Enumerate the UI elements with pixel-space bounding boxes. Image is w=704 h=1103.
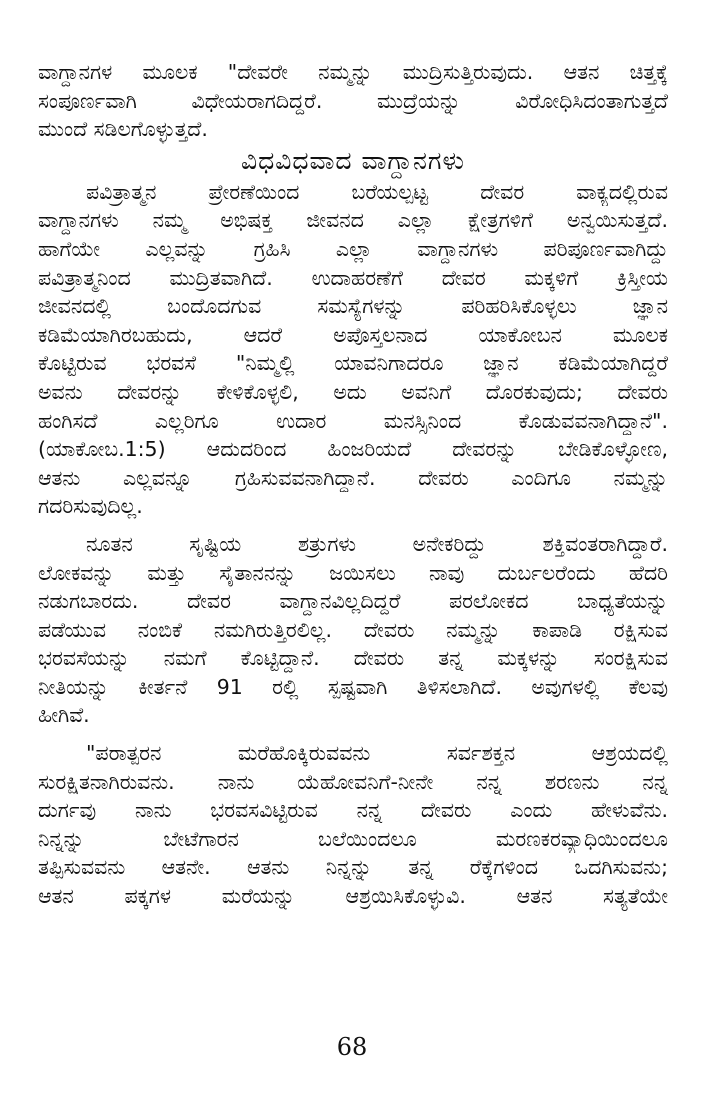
text-line: ನಡುಗಬಾರದು. ದೇವರ ವಾಗ್ದಾನವಿಲ್ಲದಿದ್ದರೆ ಪರಲೋಕದ ಬಾಧ್ಯತೆಯನ್ನು bbox=[38, 589, 668, 614]
text-line: ಪವಿತ್ರಾತ್ಮನಿಂದ ಮುದ್ರಿತವಾಗಿದೆ. ಉದಾಹರಣೆಗೆ ದೇವರ ಮಕ್ಕಳಿಗೆ ಕ್ರಿಸ್ತೀಯ bbox=[38, 265, 668, 290]
text-line: ದುರ್ಗವು ನಾನು ಭರವಸವಿಟ್ಟಿರುವ ನನ್ನ ದೇವರು ಎಂದು ಹೇಳುವೆನು. bbox=[38, 798, 668, 823]
text-line: ಗದರಿಸುವುದಿಲ್ಲ. bbox=[38, 494, 143, 519]
text-line: ಹಾಗೆಯೇ ಎಲ್ಲವನ್ನು ಗ್ರಹಿಸಿ ಎಲ್ಲಾ ವಾಗ್ದಾನಗಳು ಪರಿಪೂರ್ಣವಾಗಿದ್ದು bbox=[38, 236, 668, 261]
text-line: ಸಂಪೂರ್ಣವಾಗಿ ವಿಧೇಯರಾಗದಿದ್ದರೆ. ಮುದ್ರೆಯನ್ನು ವಿರೋಧಿಸಿದಂತಾಗುತ್ತದೆ bbox=[38, 88, 668, 113]
text-line: ನೀತಿಯನ್ನು ಕೀರ್ತನೆ 91 ರಲ್ಲಿ ಸ್ಪಷ್ಟವಾಗಿ ತಿಳಿಸಲಾಗಿದೆ. ಅವುಗಳಲ್ಲಿ ಕೆಲವು bbox=[38, 674, 668, 699]
paragraph-continued bbox=[38, 58, 668, 144]
paragraph-promises bbox=[38, 178, 668, 521]
text-line: ಜೀವನದಲ್ಲಿ ಬಂದೊದಗುವ ಸಮಸ್ಯೆಗಳನ್ನು ಪರಿಹರಿಸಿಕೊಳ್ಳಲು ಜ್ಞಾನ bbox=[38, 294, 668, 319]
text-line: ಸುರಕ್ಷಿತನಾಗಿರುವನು. ನಾನು ಯೆಹೋವನಿಗೆ-ನೀನೇ ನನ್ನ ಶರಣನು ನನ್ನ bbox=[38, 769, 668, 794]
paragraph-psalm-quote bbox=[38, 739, 668, 911]
section-heading: ವಿಧವಿಧವಾದ ವಾಗ್ದಾನಗಳು bbox=[241, 145, 465, 175]
paragraph-spacer bbox=[38, 521, 668, 530]
text-line: ಲೋಕವನ್ನು ಮತ್ತು ಸೈತಾನನನ್ನು ಜಯಿಸಲು ನಾವು ದುರ್ಬಲರೆಂದು ಹೆದರಿ bbox=[38, 560, 668, 585]
text-line: ಆತನ ಪಕ್ಕಗಳ ಮರೆಯನ್ನು ಆಶ್ರಯಿಸಿಕೊಳ್ಳುವಿ. ಆತನ ಸತ್ಯತೆಯೇ bbox=[38, 884, 668, 909]
text-line: (ಯಾಕೋಬ.1:5) ಆದುದರಿಂದ ಹಿಂಜರಿಯದೆ ದೇವರನ್ನು ಬೇಡಿಕೊಳ್ಳೋಣ, bbox=[38, 437, 668, 462]
text-line: ತಪ್ಪಿಸುವವನು ಆತನೇ. ಆತನು ನಿನ್ನನ್ನು ತನ್ನ ರೆಕ್ಕೆಗಳಿಂದ ಒದಗಿಸುವನು; bbox=[38, 855, 668, 880]
text-line: ನಿನ್ನನ್ನು ಬೇಟೆಗಾರನ ಬಲೆಯಿಂದಲೂ ಮರಣಕರವ್ಯಾಧಿಯಿಂದಲೂ bbox=[38, 826, 668, 851]
text-line: ಭರವಸೆಯನ್ನು ನಮಗೆ ಕೊಟ್ಟಿದ್ದಾನೆ. ದೇವರು ತನ್ನ ಮಕ್ಕಳನ್ನು ಸಂರಕ್ಷಿಸುವ bbox=[38, 646, 668, 671]
text-line: ಕಡಿಮೆಯಾಗಿರಬಹುದು, ಆದರೆ ಅಪೊಸ್ತಲನಾದ ಯಾಕೋಬನ ಮೂಲಕ bbox=[38, 322, 668, 347]
text-line: ಹೀಗಿವೆ. bbox=[38, 703, 90, 728]
text-line: ಅವನು ದೇವರನ್ನು ಕೇಳಿಕೊಳ್ಳಲಿ, ಅದು ಅವನಿಗೆ ದೊರಕುವುದು; ದೇವರು bbox=[38, 379, 668, 404]
text-line: ಹಂಗಿಸದೆ ಎಲ್ಲರಿಗೂ ಉದಾರ ಮನಸ್ಸಿನಿಂದ ಕೊಡುವವನಾಗಿದ್ದಾನೆ". bbox=[38, 408, 668, 433]
page-body bbox=[38, 58, 668, 911]
text-line: ವಾಗ್ದಾನಗಳು ನಮ್ಮ ಅಭಿಷಕ್ತ ಜೀವನದ ಎಲ್ಲಾ ಕ್ಷೇತ್ರಗಳಿಗೆ ಅನ್ವಯಿಸುತ್ತದೆ. bbox=[38, 208, 668, 233]
text-line: ಪಡೆಯುವ ನಂಬಿಕೆ ನಮಗಿರುತ್ತಿರಲಿಲ್ಲ. ದೇವರು ನಮ್ಮನ್ನು ಕಾಪಾಡಿ ರಕ್ಷಿಸುವ bbox=[38, 617, 668, 642]
text-line: "ಪರಾತ್ಪರನ ಮರೆಹೊಕ್ಕಿರುವವನು ಸರ್ವಶಕ್ತನ ಆಶ್ರಯದಲ್ಲಿ bbox=[86, 741, 668, 766]
text-line: ವಾಗ್ದಾನಗಳ ಮೂಲಕ "ದೇವರೇ ನಮ್ಮನ್ನು ಮುದ್ರಿಸುತ್ತಿರುವುದು. ಆತನ ಚಿತ್ತಕ್ಕೆ bbox=[38, 60, 668, 84]
page-number: 68 bbox=[336, 1033, 368, 1061]
text-line: ಪವಿತ್ರಾತ್ಮನ ಪ್ರೇರಣೆಯಿಂದ ಬರೆಯಲ್ಪಟ್ಟ ದೇವರ ವಾಕ್ಯದಲ್ಲಿರುವ bbox=[86, 179, 668, 204]
text-line: ಆತನು ಎಲ್ಲವನ್ನೂ ಗ್ರಹಿಸುವವನಾಗಿದ್ದಾನೆ. ದೇವರು ಎಂದಿಗೂ ನಮ್ಮನ್ನು bbox=[38, 465, 668, 490]
text-line: ನೂತನ ಸೃಷ್ಟಿಯ ಶತ್ರುಗಳು ಅನೇಕರಿದ್ದು ಶಕ್ತಿವಂತರಾಗಿದ್ದಾರೆ. bbox=[86, 531, 668, 556]
text-line: ಕೊಟ್ಟಿರುವ ಭರವಸೆ "ನಿಮ್ಮಲ್ಲಿ ಯಾವನಿಗಾದರೂ ಜ್ಞಾನ ಕಡಿಮೆಯಾಗಿದ್ದರೆ bbox=[38, 351, 668, 376]
text-line: ಮುಂದೆ ಸಡಿಲಗೊಳ್ಳುತ್ತದೆ. bbox=[38, 117, 208, 142]
paragraph-enemies bbox=[38, 530, 668, 730]
paragraph-spacer bbox=[38, 730, 668, 739]
